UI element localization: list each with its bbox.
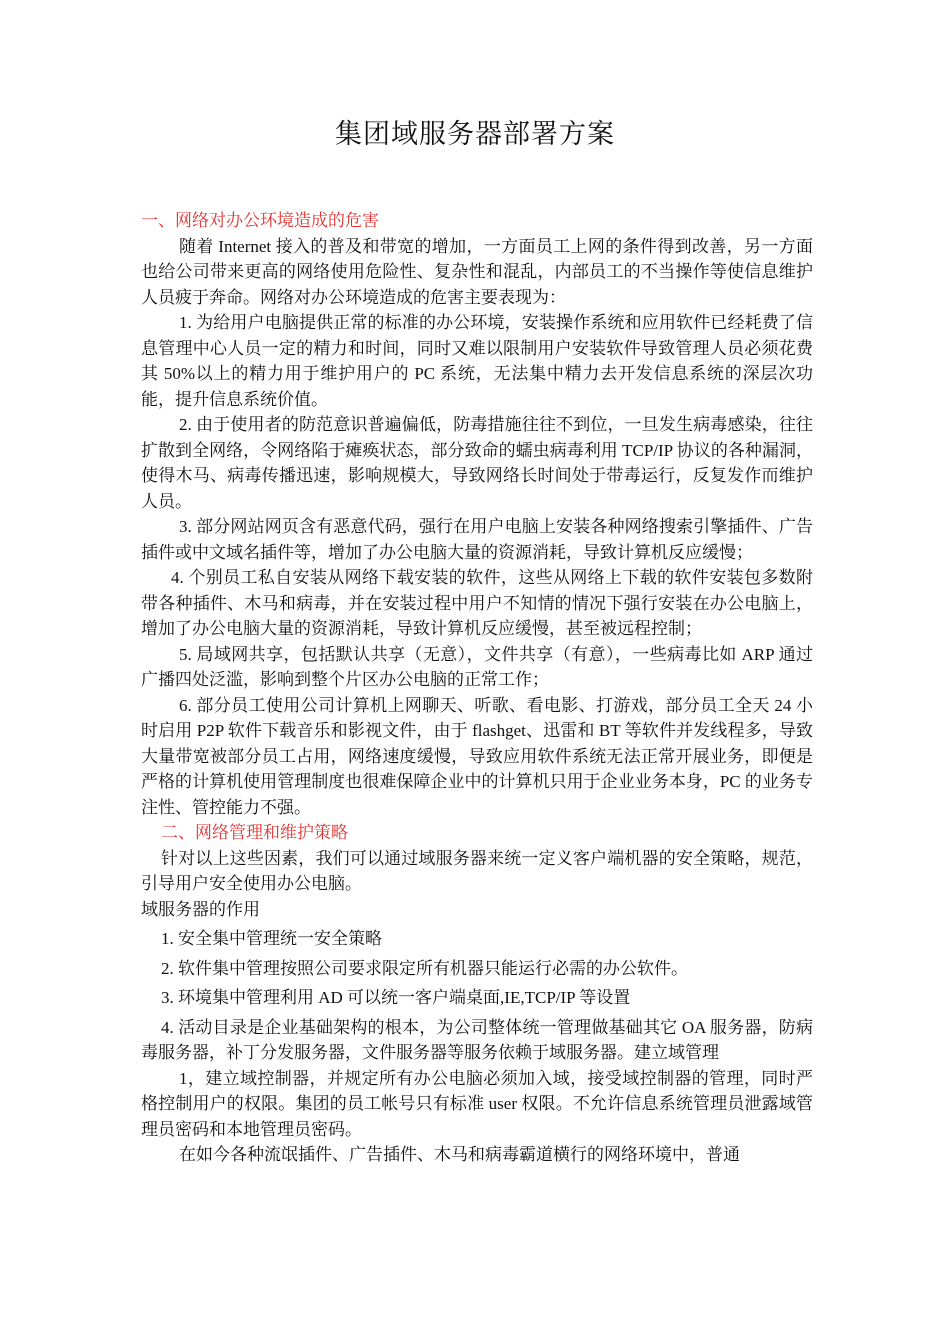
section-heading-strategy: 二、网络管理和维护策略 xyxy=(161,823,348,842)
document-title: 集团域服务器部署方案 xyxy=(335,119,615,149)
section-heading-hazards: 一、网络对办公环境造成的危害 xyxy=(141,211,379,230)
hazard-item-4: 4. 个别员工私自安装从网络下载安装的软件，这些从网络上下载的软件安装包多数附带各种插件、木马和病毒，并在安装过程中用户不知情的情况下强行安装在办公电脑上，增加了办公电脑大量的资源消耗，导致计算机反应缓慢，甚至被远程控制； xyxy=(141,568,813,638)
document-body xyxy=(141,208,813,1168)
hazard-item-3: 3. 部分网站网页含有恶意代码，强行在用户电脑上安装各种网络搜索引擎插件、广告插件或中文域名插件等，增加了办公电脑大量的资源消耗，导致计算机反应缓慢； xyxy=(141,517,813,562)
role-item-1: 1. 安全集中管理统一安全策略 xyxy=(161,929,382,948)
role-item-2: 2. 软件集中管理按照公司要求限定所有机器只能运行必需的办公软件。 xyxy=(161,958,688,978)
role-item-3: 3. 环境集中管理利用 AD 可以统一客户端桌面,IE,TCP/IP 等设置 xyxy=(161,988,631,1007)
role-heading: 域服务器的作用 xyxy=(141,899,260,919)
hazard-item-2: 2. 由于使用者的防范意识普遍偏低，防毒措施往往不到位，一旦发生病毒感染，往往扩散到全网络，令网络陷于瘫痪状态，部分致命的蠕虫病毒利用 TCP/IP 协议的各种漏洞，使得木马、病毒传播迅速，影响规模大，导致网络长时间处于带毒运行，反复发作而维护人员。 xyxy=(141,415,813,511)
hazard-item-5: 5. 局域网共享，包括默认共享（无意），文件共享（有意），一些病毒比如 ARP 通过广播四处泛滥，影响到整个片区办公电脑的正常工作； xyxy=(141,644,813,689)
hazard-item-6: 6. 部分员工使用公司计算机上网聊天、听歌、看电影、打游戏，部分员工全天 24 小时启用 P2P 软件下载音乐和影视文件，由于 flashget、迅雷和 BT 等软件并发线程多，导致大量带宽被部分员工占用，网络速度缓慢，导致应用软件系统无法正常开展业务，即便是严格的计算机使用管理制度也很难保障企业中的计算机只用于企业业务本身，PC 的业务专注性、管控能力不强。 xyxy=(141,695,813,817)
role-item-4: 4. 活动目录是企业基础架构的根本，为公司整体统一管理做基础其它 OA 服务器，防病毒服务器，补丁分发服务器，文件服务器等服务依赖于域服务器。建立域管理 xyxy=(141,1017,813,1062)
paragraph-intro: 随着 Internet 接入的普及和带宽的增加，一方面员工上网的条件得到改善，另一方面也给公司带来更高的网络使用危险性、复杂性和混乱，内部员工的不当操作等使信息维护人员疲于奔命。网络对办公环境造成的危害主要表现为： xyxy=(141,236,813,307)
hazard-item-1: 1. 为给用户电脑提供正常的标准的办公环境，安装操作系统和应用软件已经耗费了信息管理中心人员一定的精力和时间，同时又难以限制用户安装软件导致管理人员必须花费其 50%以上的精力用于维护用户的 PC 系统，无法集中精力去开发信息系统的深层次功能，提升信息系统价值。 xyxy=(141,313,813,409)
step-1: 1，建立域控制器，并规定所有办公电脑必须加入域，接受域控制器的管理，同时严格控制用户的权限。集团的员工帐号只有标准 user 权限。不允许信息系统管理员泄露域管理员密码和本地管理员密码。 xyxy=(141,1068,813,1139)
closing-paragraph: 在如今各种流氓插件、广告插件、木马和病毒霸道横行的网络环境中，普通 xyxy=(179,1145,740,1164)
paragraph-strategy: 针对以上这些因素，我们可以通过域服务器来统一定义客户端机器的安全策略，规范，引导用户安全使用办公电脑。 xyxy=(141,848,813,893)
